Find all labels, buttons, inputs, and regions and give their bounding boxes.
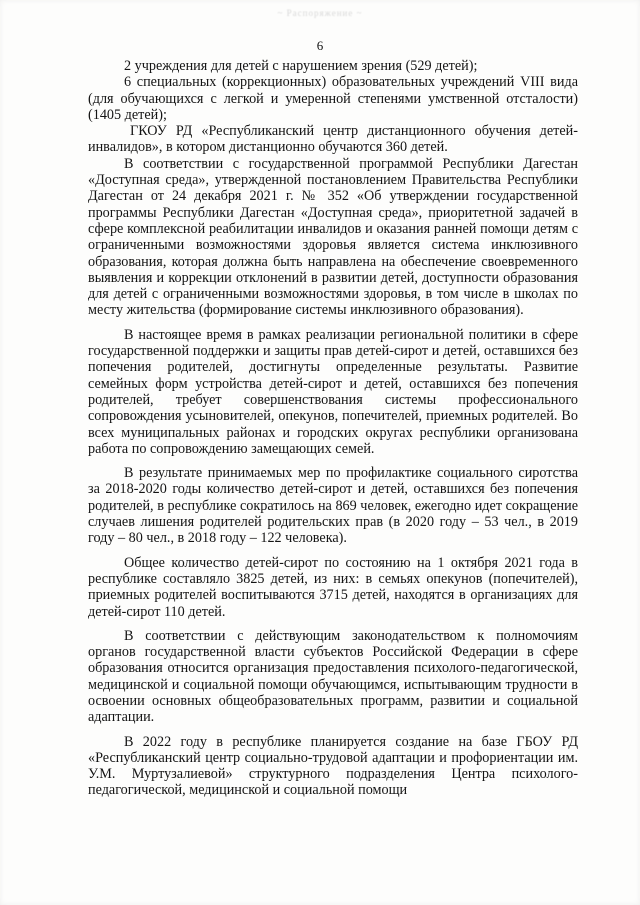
- paragraph: 2 учреждения для детей с нарушением зрения (529 детей);: [124, 58, 478, 74]
- header-stamp: ~ Распоряжение ~: [277, 8, 363, 18]
- paragraph: ГКОУ РД «Республиканский центр дистанционного обучения детей-инвалидов», в котором дистанционно обучаются 360 детей.: [88, 123, 578, 156]
- page-number: 6: [316, 38, 324, 53]
- paragraph: В результате принимаемых мер по профилактике социального сиротства за 2018-2020 годы количество детей-сирот и детей, оставшихся без попечения родителей, в республике сократилось на 869 человек, ежегодно идет сокращение случаев лишения родителей родительских прав (в 2020 году – 53 чел., в 2019 году – 80 чел., в 2018 году – 122 человека).: [88, 465, 578, 547]
- paragraph: В 2022 году в республике планируется создание на базе ГБОУ РД «Республиканский центр социально-трудовой адаптации и профориентации им. У.М. Муртузалиевой» структурного подразделения Центра психолого-педагогической, медицинской и социальной помощи: [88, 733, 578, 799]
- paragraph: В настоящее время в рамках реализации региональной политики в сфере государственной поддержки и защиты прав детей-сирот и детей, оставшихся без попечения родителей, достигнуты определенные результаты. Развитие семейных форм устройства детей-сирот и детей, оставшихся без попечения родителей, требует совершенствования системы профессионального сопровождения усыновителей, опекунов, попечителей, приемных родителей. Во всех муниципальных районах и городских округах республики организована работа по сопровождению замещающих семей.: [88, 326, 578, 457]
- body-text: [88, 58, 578, 799]
- paragraph: 6 специальных (коррекционных) образовательных учреждений VIII вида (для обучающихся с легкой и умеренной степенями умственной отсталости) (1405 детей);: [88, 74, 578, 123]
- paragraph: В соответствии с государственной программой Республики Дагестан «Доступная среда», утвержденной постановлением Правительства Республики Дагестан от 24 декабря 2021 г. № 352 «Об утверждении государственной программы Республики Дагестан «Доступная среда», приоритетной задачей в сфере комплексной реабилитации инвалидов и оказания ранней помощи детям с ограниченными возможностями здоровья является система инклюзивного образования, которая должна быть направлена на обеспечение своевременного выявления и коррекции отклонений в развитии детей, доступности образования для детей с ограниченными возможностями здоровья, в том числе в школах по месту жительства (формирование системы инклюзивного образования).: [88, 155, 578, 319]
- paragraph: В соответствии с действующим законодательством к полномочиям органов государственной власти субъектов Российской Федерации в сфере образования относится организация предоставления психолого-педагогической, медицинской и социальной помощи обучающимся, испытывающим трудности в освоении основных общеобразовательных программ, развитии и социальной адаптации.: [88, 627, 578, 726]
- paragraph: Общее количество детей-сирот по состоянию на 1 октября 2021 года в республике составляло 3825 детей, из них: в семьях опекунов (попечителей), приемных родителей воспитываются 3715 детей, находятся в организациях для детей-сирот 110 детей.: [88, 554, 578, 620]
